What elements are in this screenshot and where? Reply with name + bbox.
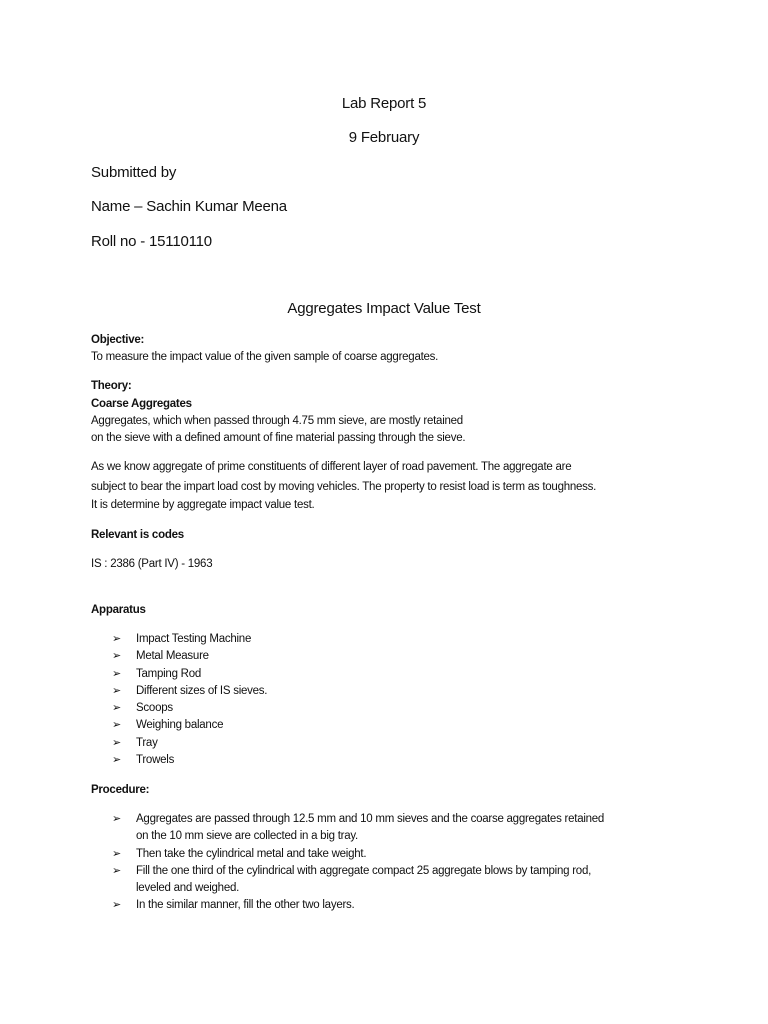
procedure-step-line-2: leveled and weighed. — [136, 882, 240, 895]
codes-text: IS : 2386 (Part IV) - 1963 — [91, 558, 213, 570]
procedure-list — [91, 811, 696, 915]
apparatus-label: Apparatus — [91, 604, 146, 616]
apparatus-item: Tray — [136, 736, 158, 749]
list-item — [91, 700, 267, 717]
apparatus-item: Impact Testing Machine — [136, 633, 252, 645]
list-item — [91, 631, 267, 648]
procedure-label: Procedure: — [91, 784, 150, 796]
objective-label: Objective: — [91, 334, 145, 346]
list-item — [91, 735, 267, 752]
procedure-step-line-1: Fill the one third of the cylindrical with aggregate compact 25 aggregate blows by tamping rod, — [136, 864, 592, 877]
arrowhead-bullet-icon: ➢ — [112, 667, 121, 680]
student-name: Name – Sachin Kumar Meena — [91, 198, 287, 215]
theory-sublabel: Coarse Aggregates — [91, 398, 192, 410]
arrowhead-bullet-icon: ➢ — [112, 754, 121, 767]
list-item — [91, 752, 267, 769]
arrowhead-bullet-icon: ➢ — [112, 813, 121, 825]
submitted-by-label: Submitted by — [91, 164, 177, 181]
apparatus-list — [91, 631, 267, 769]
report-date: 9 February — [348, 129, 420, 146]
procedure-step-line-1: In the similar manner, fill the other two layers. — [136, 899, 355, 912]
theory-line-1: Aggregates, which when passed through 4.75 mm sieve, are mostly retained — [91, 415, 463, 427]
roll-number: Roll no - 15110110 — [91, 233, 212, 250]
procedure-step-line-1: Then take the cylindrical metal and take weight. — [136, 847, 367, 860]
list-item — [91, 683, 267, 700]
theory-paragraph-line-2: subject to bear the impart load cost by moving vehicles. The property to resist load is term as toughness. — [91, 481, 597, 493]
apparatus-item: Different sizes of IS sieves. — [136, 684, 268, 697]
list-item — [91, 811, 696, 846]
arrowhead-bullet-icon: ➢ — [112, 702, 121, 715]
apparatus-item: Metal Measure — [136, 650, 209, 663]
report-title: Lab Report 5 — [341, 95, 427, 112]
procedure-step-line-1: Aggregates are passed through 12.5 mm and 10 mm sieves and the coarse aggregates retained — [136, 813, 605, 825]
list-item — [91, 897, 696, 914]
arrowhead-bullet-icon: ➢ — [112, 719, 121, 732]
list-item — [91, 648, 267, 665]
theory-line-2: on the sieve with a defined amount of fine material passing through the sieve. — [91, 432, 466, 444]
apparatus-item: Trowels — [136, 754, 175, 767]
theory-paragraph-line-3: It is determine by aggregate impact value test. — [91, 499, 315, 511]
arrowhead-bullet-icon: ➢ — [112, 633, 121, 645]
arrowhead-bullet-icon: ➢ — [112, 650, 121, 663]
arrowhead-bullet-icon: ➢ — [112, 864, 121, 877]
section-heading: Aggregates Impact Value Test — [287, 300, 481, 317]
arrowhead-bullet-icon: ➢ — [112, 736, 121, 749]
arrowhead-bullet-icon: ➢ — [112, 847, 121, 860]
codes-label: Relevant is codes — [91, 529, 184, 541]
list-item — [91, 863, 696, 898]
arrowhead-bullet-icon: ➢ — [112, 899, 121, 912]
procedure-step-line-2: on the 10 mm sieve are collected in a big tray. — [136, 830, 358, 843]
theory-label: Theory: — [91, 380, 132, 392]
arrowhead-bullet-icon: ➢ — [112, 684, 121, 697]
apparatus-item: Scoops — [136, 702, 173, 715]
list-item — [91, 846, 696, 863]
objective-text: To measure the impact value of the given sample of coarse aggregates. — [91, 351, 439, 363]
apparatus-item: Tamping Rod — [136, 667, 202, 680]
list-item — [91, 717, 267, 734]
apparatus-item: Weighing balance — [136, 719, 224, 732]
list-item — [91, 666, 267, 683]
theory-paragraph-line-1: As we know aggregate of prime constituents of different layer of road pavement. The aggregate are — [91, 461, 572, 473]
